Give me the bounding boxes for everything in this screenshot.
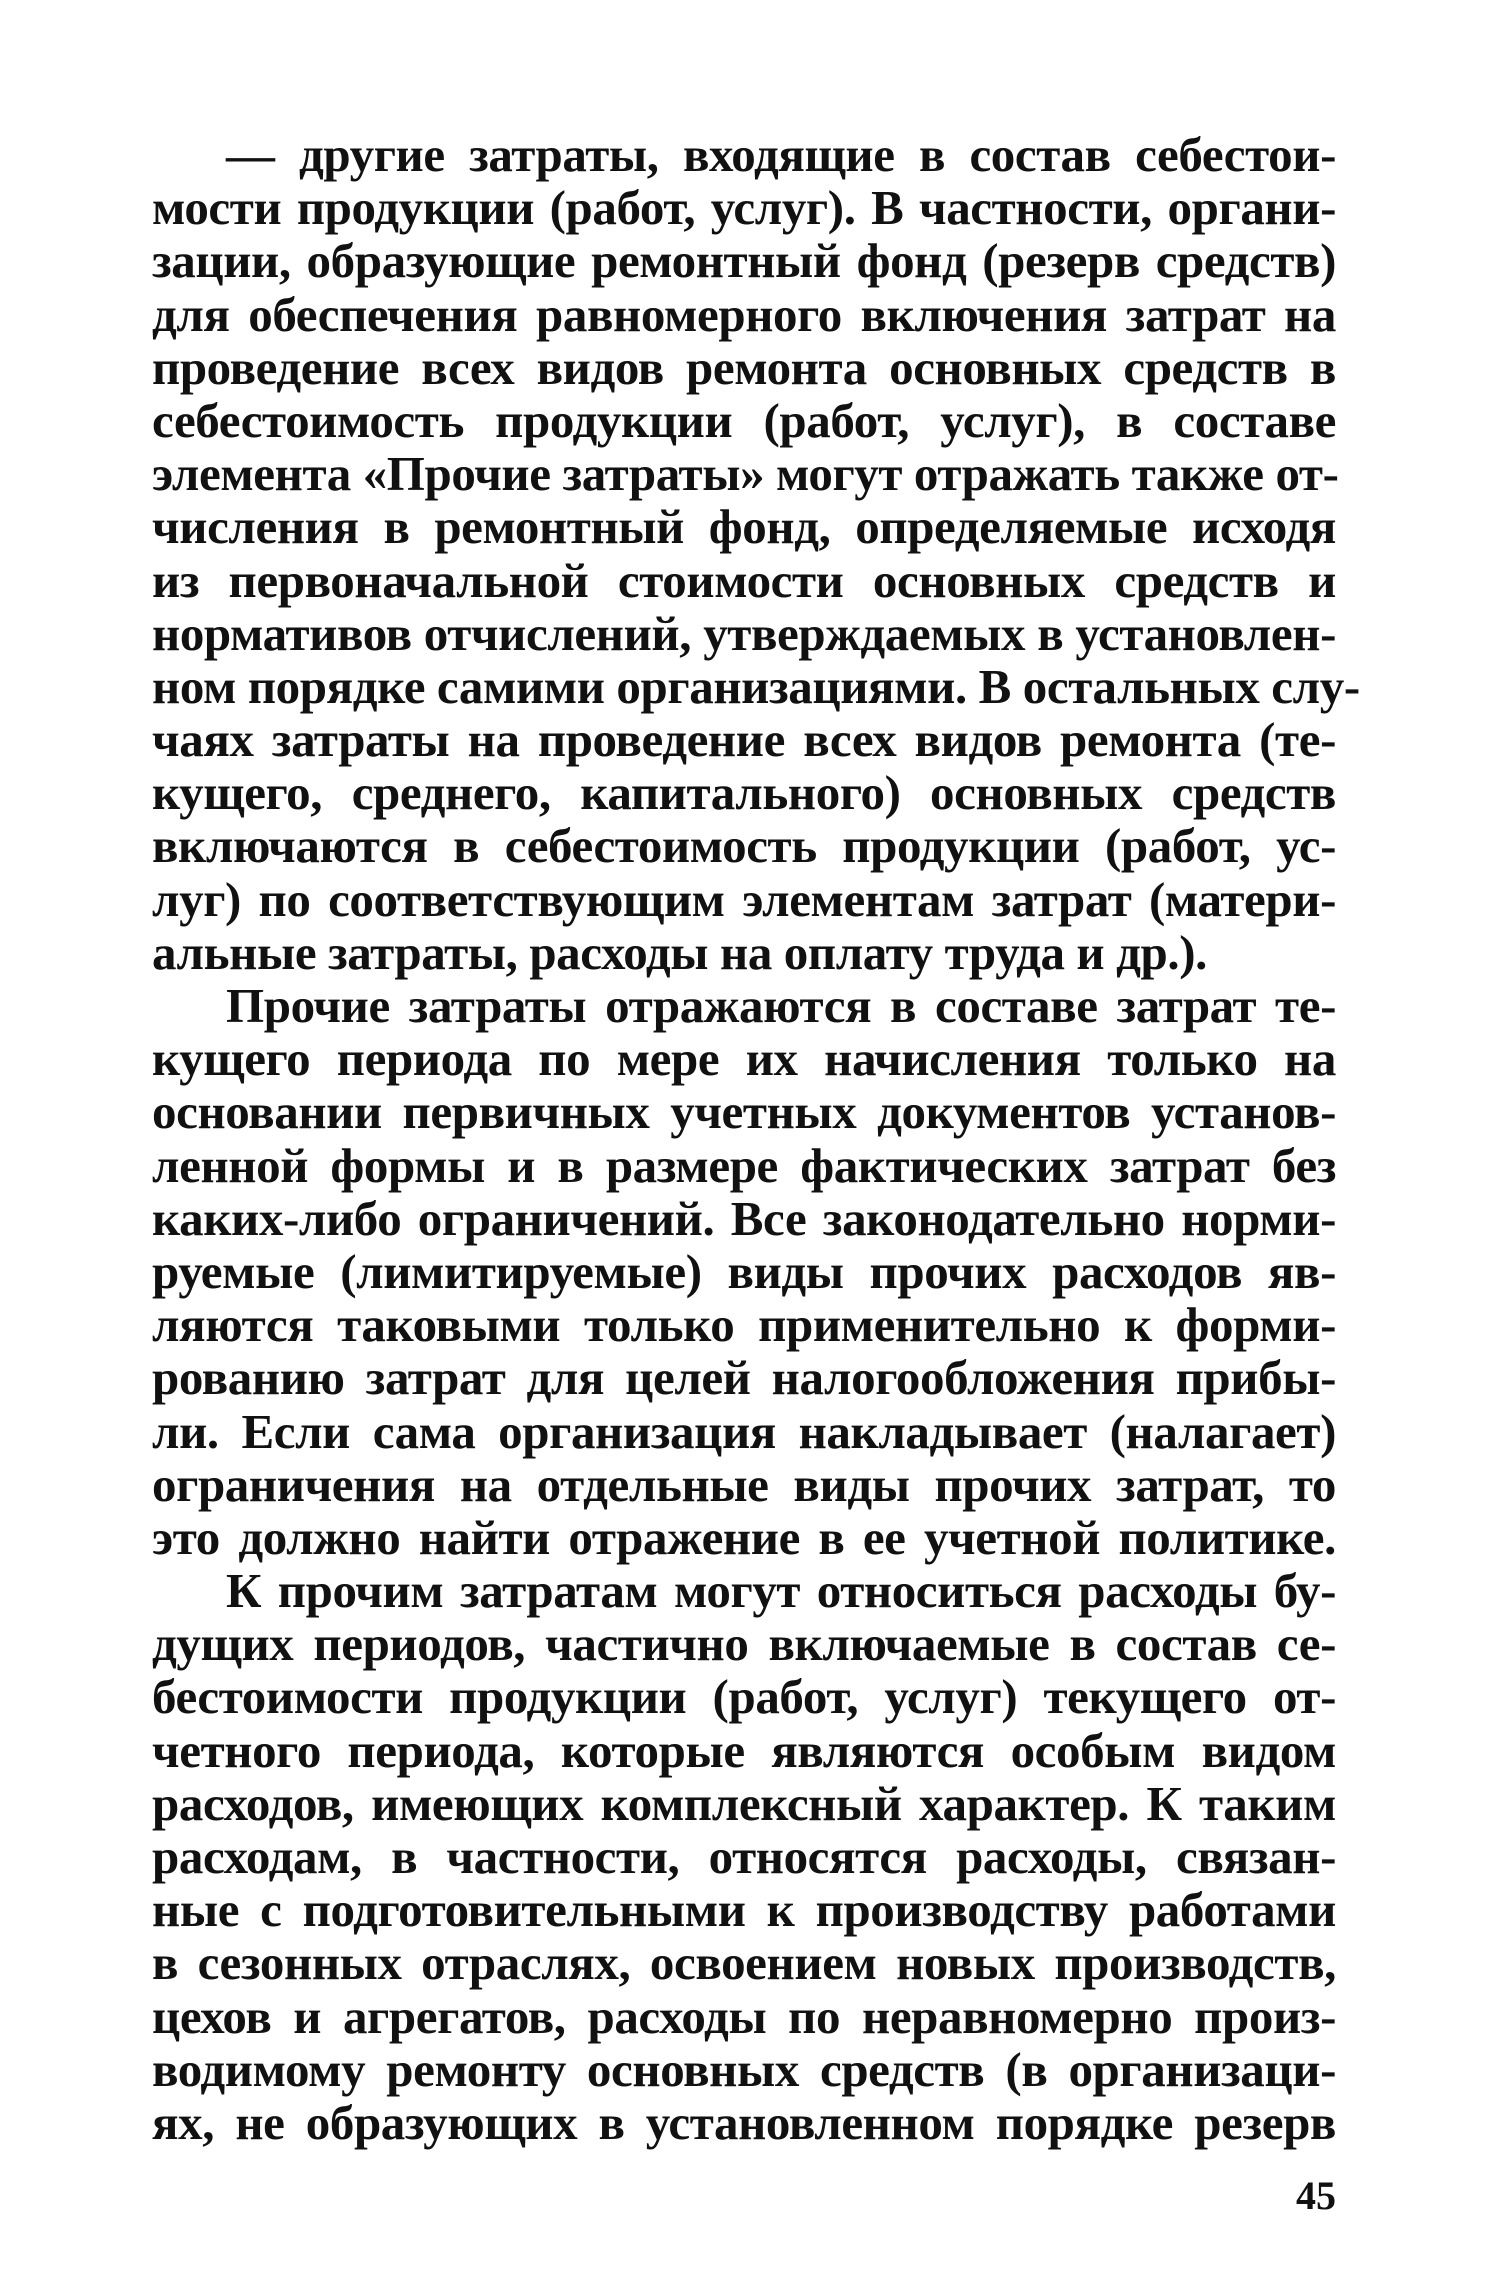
text-line: — другие затраты, входящие в состав себестои- xyxy=(226,127,1336,182)
text-line: включаются в себестоимость продукции (работ, ус- xyxy=(152,818,1336,874)
text-line: К прочим затратам могут относиться расходы бу- xyxy=(226,1563,1336,1619)
text-line: расходов, имеющих комплексный характер. К таким xyxy=(152,1775,1336,1831)
text-line: основании первичных учетных документов установ- xyxy=(152,1084,1336,1140)
text-line: ленной формы и в размере фактических затрат без xyxy=(152,1137,1336,1193)
text-line: нормативов отчислений, утверждаемых в установлен- xyxy=(152,605,1336,661)
text-line: ные с подготовительными к производству работами xyxy=(152,1882,1336,1938)
text-line: мости продукции (работ, услуг). В частности, органи- xyxy=(152,180,1336,236)
text-line: четного периода, которые являются особым видом xyxy=(152,1722,1336,1778)
text-line: луг) по соответствующим элементам затрат (матери- xyxy=(152,871,1336,927)
text-line: альные затраты, расходы на оплату труда и др.). xyxy=(152,924,1207,980)
text-line: это должно найти отражение в ее учетной политике. xyxy=(152,1509,1336,1565)
text-line: зации, образующие ремонтный фонд (резерв средств) xyxy=(152,233,1336,289)
text-line: дущих периодов, частично включаемые в состав се- xyxy=(152,1616,1336,1672)
text-line: цехов и агрегатов, расходы по неравномерно произ- xyxy=(152,1988,1336,2044)
text-line: кущего периода по мере их начисления только на xyxy=(152,1031,1336,1087)
text-line: водимому ремонту основных средств (в организаци- xyxy=(152,2041,1336,2097)
text-line: числения в ремонтный фонд, определяемые исходя xyxy=(152,499,1336,555)
text-line: ли. Если сама организация накладывает (налагает) xyxy=(152,1403,1336,1459)
text-line: ляются таковыми только применительно к форми- xyxy=(152,1297,1336,1353)
text-line: расходам, в частности, относятся расходы, связан- xyxy=(152,1829,1336,1884)
page-body xyxy=(152,127,1360,2150)
text-line: из первоначальной стоимости основных средств и xyxy=(152,552,1336,608)
text-line: ях, не образующих в установленном порядке резерв xyxy=(152,2094,1336,2150)
text-line: руемые (лимитируемые) виды прочих расходов яв- xyxy=(152,1243,1336,1299)
text-line: рованию затрат для целей налогообложения прибы- xyxy=(152,1350,1336,1406)
text-line: бестоимости продукции (работ, услуг) текущего от- xyxy=(152,1669,1336,1725)
text-line: проведение всех видов ремонта основных средств в xyxy=(152,339,1336,395)
text-line: каких-либо ограничений. Все законодательно норми- xyxy=(152,1190,1336,1246)
text-line: для обеспечения равномерного включения затрат на xyxy=(152,286,1336,342)
text-line: элемента «Прочие затраты» могут отражать также от- xyxy=(152,446,1339,502)
text-line: в сезонных отраслях, освоением новых производств, xyxy=(152,1935,1336,1991)
text-line: ограничения на отдельные виды прочих затрат, то xyxy=(152,1456,1336,1512)
text-line: чаях затраты на проведение всех видов ремонта (те- xyxy=(152,712,1336,768)
text-line: ном порядке самими организациями. В остальных слу- xyxy=(152,658,1360,714)
page-number: 45 xyxy=(1296,2173,1336,2218)
text-line: кущего, среднего, капитального) основных средств xyxy=(152,765,1336,821)
text-line: себестоимость продукции (работ, услуг), в составе xyxy=(152,392,1336,448)
text-line: Прочие затраты отражаются в составе затрат те- xyxy=(226,978,1336,1033)
